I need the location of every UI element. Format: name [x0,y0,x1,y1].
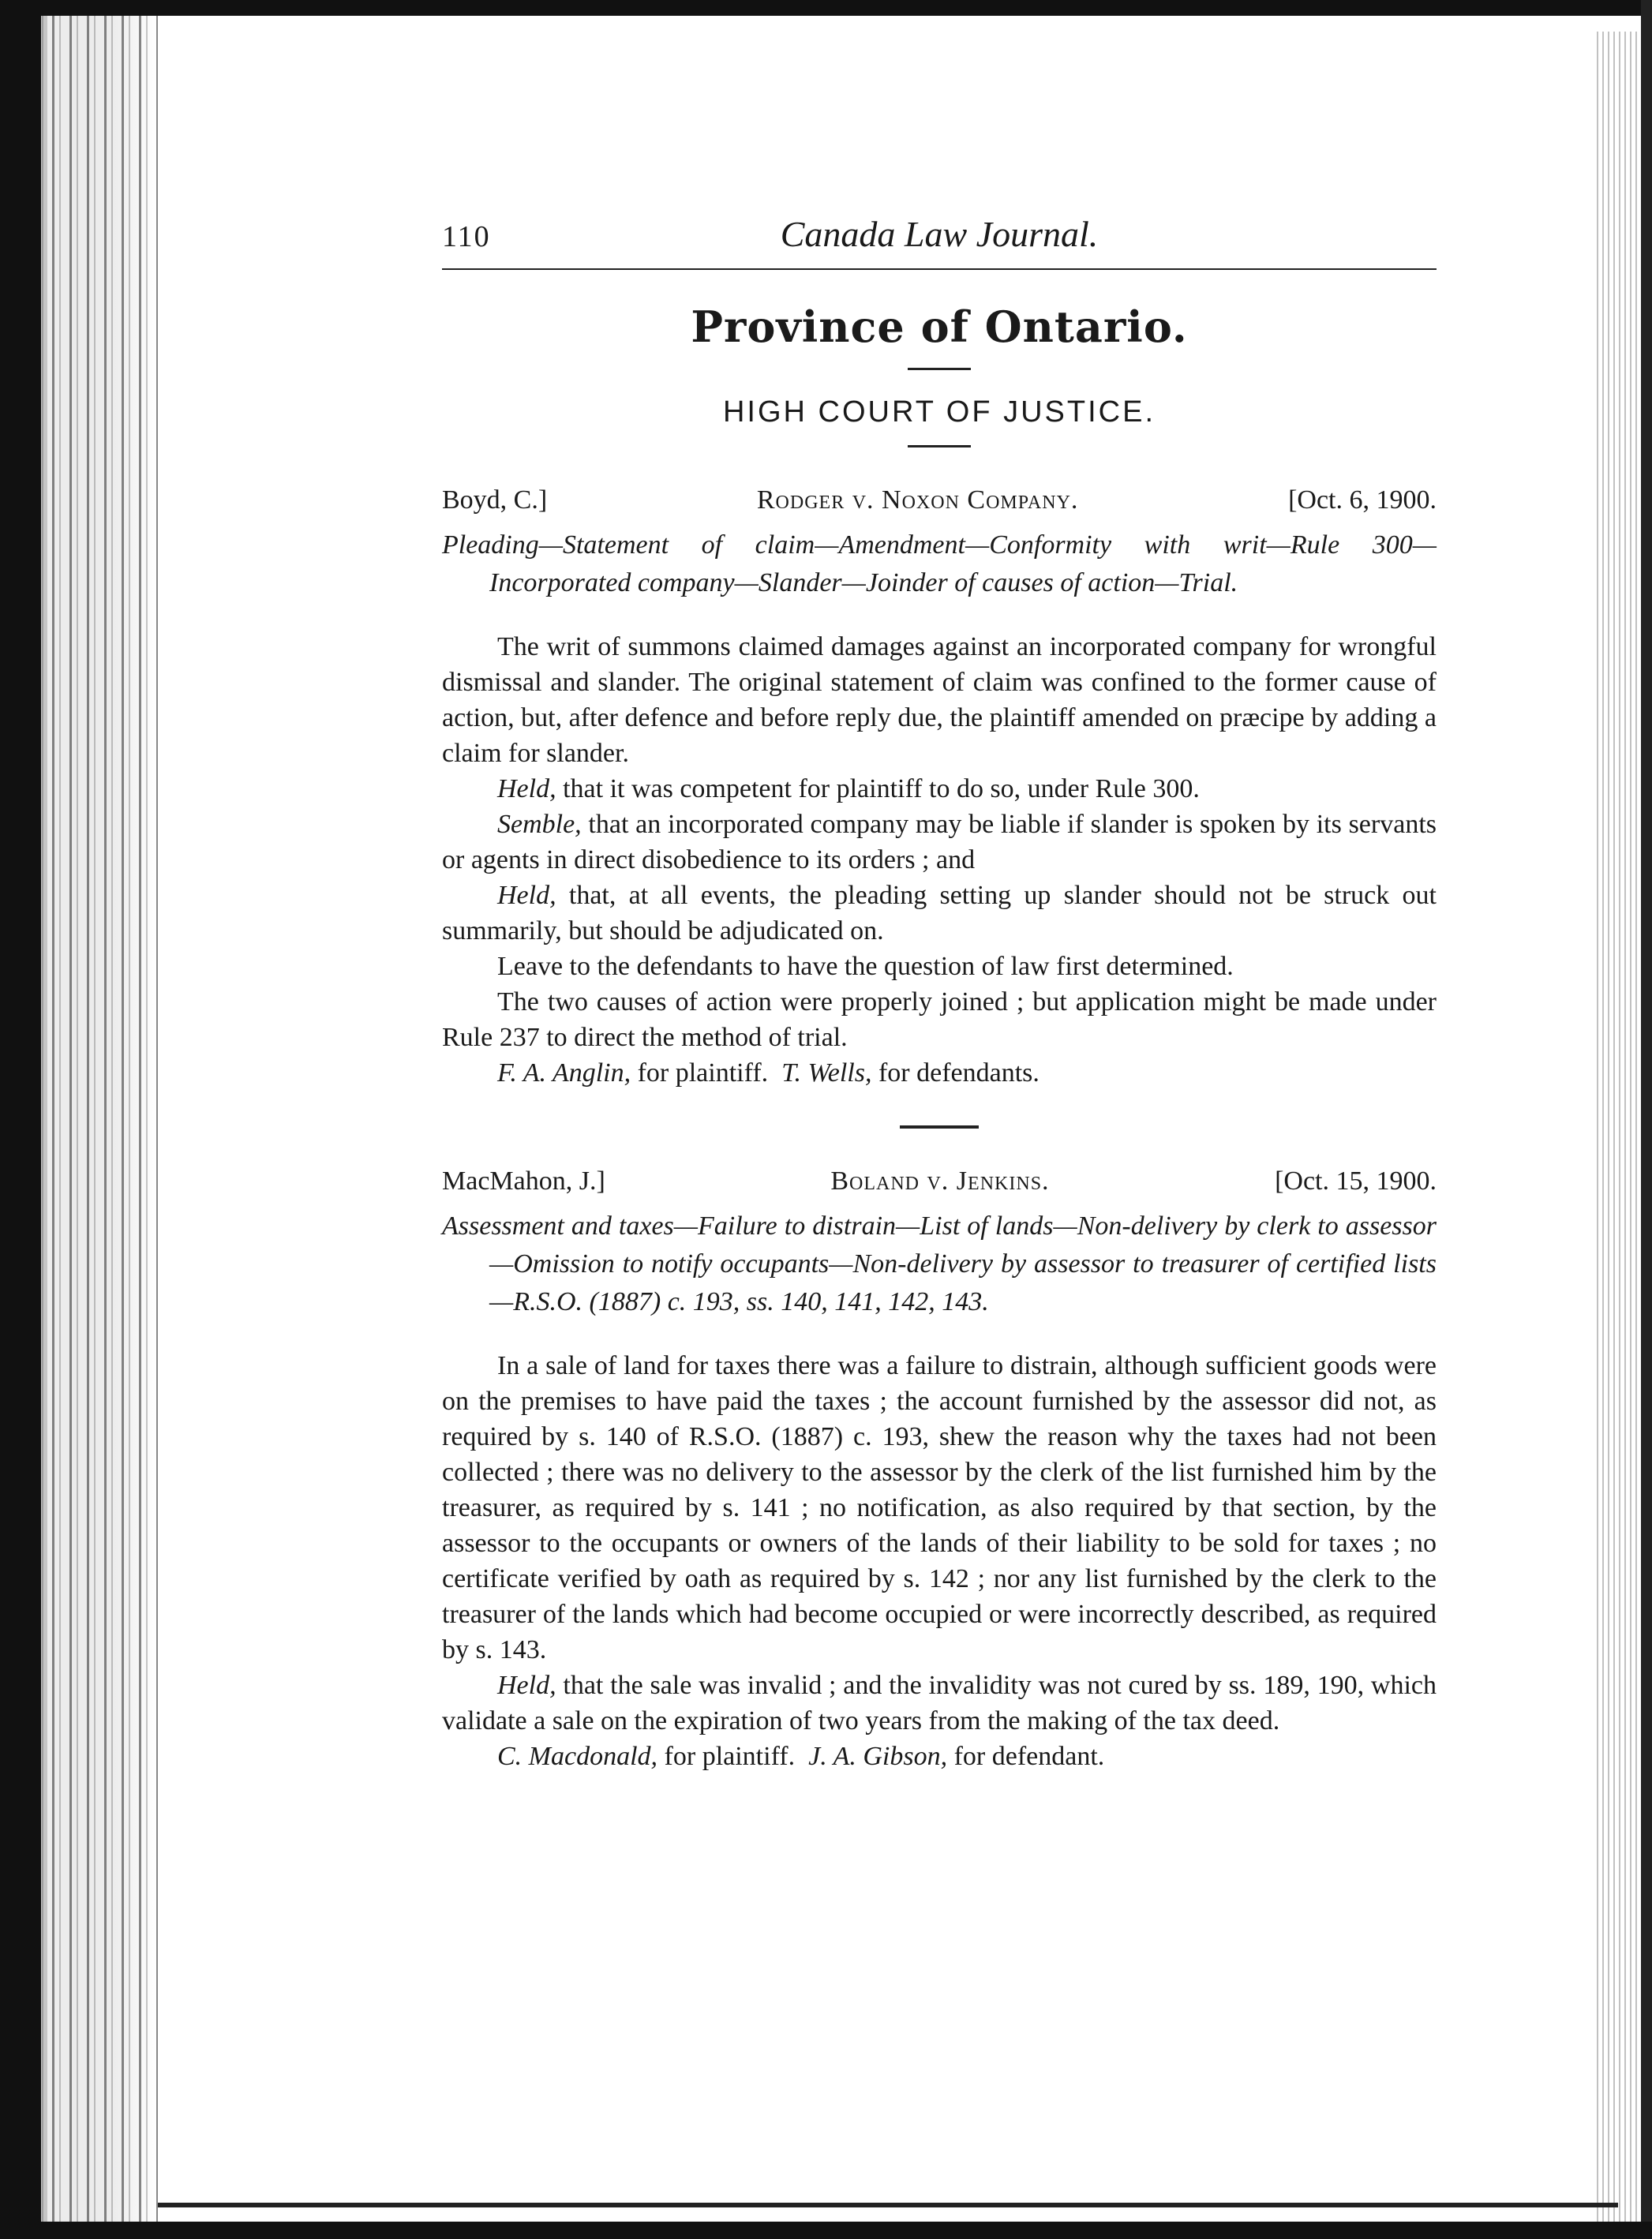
case-heading [442,1166,1437,1196]
case-judge: MacMahon, J.] [442,1166,605,1196]
held-paragraph [442,878,1437,949]
scan-top-border [0,0,1652,16]
scan-left-border [0,0,41,2239]
semble-paragraph [442,807,1437,878]
case-heading [442,485,1437,515]
case-title: Rodger v. Noxon Company. [756,485,1079,515]
court-title: HIGH COURT OF JUSTICE. [722,395,1156,429]
case-rodger-v-noxon [442,485,1437,1091]
case-judge: Boyd, C.] [442,485,548,515]
counsel-plaintiff-role: for plaintiff. [631,1058,769,1088]
held-label: Held, [497,881,556,910]
scan-right-border [1641,0,1652,2239]
held-text: that it was competent for plaintiff to do so, under Rule 300. [556,774,1200,803]
counsel-line [442,1739,1437,1774]
case-paragraph: Leave to the defendants to have the question of law first determined. [497,952,1234,981]
counsel-plaintiff-role: for plaintiff. [657,1742,796,1771]
case-paragraph: In a sale of land for taxes there was a failure to distrain, although sufficient goods were on the premises to have paid the taxes ; the account furnished by the assessor did not, as required by s. 140 of R.S.O. (1887) c. 193, shew the reason why the taxes had not been collected ; there was no delivery to the assessor by the clerk of the list furnished him by the treasurer, as required by s. 141 ; no notification, as also required by that section, by the assessor to the occupants or owners of the lands of their liability to be sold for taxes ; no certificate verified by oath as required by s. 142 ; nor any list furnished by the clerk to the treasurer of the lands which had become occupied or were incorrectly described, as required by s. 143. [442,1351,1437,1664]
running-title: Canada Law Journal. [780,214,1099,254]
counsel-plaintiff-name: F. A. Anglin, [497,1058,631,1088]
counsel-defendant-name: J. A. Gibson, [808,1742,948,1771]
held-text: that, at all events, the pleading setting up slander should not be struck out summarily, but should be adjudicated on. [442,881,1437,945]
scan-bottom-border [0,2222,1652,2239]
divider [908,368,971,370]
journal-page [442,205,1437,1774]
counsel-plaintiff-name: C. Macdonald, [497,1742,658,1771]
case-headnote: Assessment and taxes—Failure to distrain—List of lands—Non-delivery by clerk to assessor—Omission to notify occupants—Non-delivery by assessor to treasurer of certified lists—R.S.O. (1887) c. 193, ss. 140, 141, 142, 143. [442,1211,1437,1316]
semble-label: Semble, [497,810,582,839]
case-paragraph: The two causes of action were properly joined ; but application might be made under Rule 237 to direct the method of trial. [442,987,1437,1052]
page-number: 110 [442,220,491,253]
case-date: [Oct. 15, 1900. [1275,1166,1437,1196]
held-paragraph [442,771,1437,807]
counsel-defendant-role: for defendants. [871,1058,1040,1088]
held-paragraph [442,1668,1437,1739]
section-title: Province of Ontario. [691,301,1188,352]
divider [908,445,971,447]
case-boland-v-jenkins [442,1166,1437,1774]
case-title: Boland v. Jenkins. [830,1166,1050,1196]
case-date: [Oct. 6, 1900. [1288,485,1437,515]
counsel-line [442,1055,1437,1091]
case-headnote: Pleading—Statement of claim—Amendment—Conformity with writ—Rule 300—Incorporated company—Slander—Joinder of causes of action—Trial. [442,530,1437,597]
divider [900,1125,979,1129]
held-text: that the sale was invalid ; and the invalidity was not cured by ss. 189, 190, which validate a sale on the expiration of two years from the making of the tax deed. [442,1671,1437,1735]
scan-bottom-line [158,2203,1618,2207]
page-header [442,205,1437,270]
counsel-defendant-role: for defendant. [947,1742,1105,1771]
held-label: Held, [497,774,556,803]
held-label: Held, [497,1671,556,1700]
counsel-defendant-name: T. Wells, [781,1058,872,1088]
semble-text: that an incorporated company may be liable if slander is spoken by its servants or agents in direct disobedience to its orders ; and [442,810,1437,874]
case-paragraph: The writ of summons claimed damages against an incorporated company for wrongful dismissal and slander. The original statement of claim was confined to the former cause of action, but, after defence and before reply due, the plaintiff amended on præcipe by adding a claim for slander. [442,632,1437,768]
